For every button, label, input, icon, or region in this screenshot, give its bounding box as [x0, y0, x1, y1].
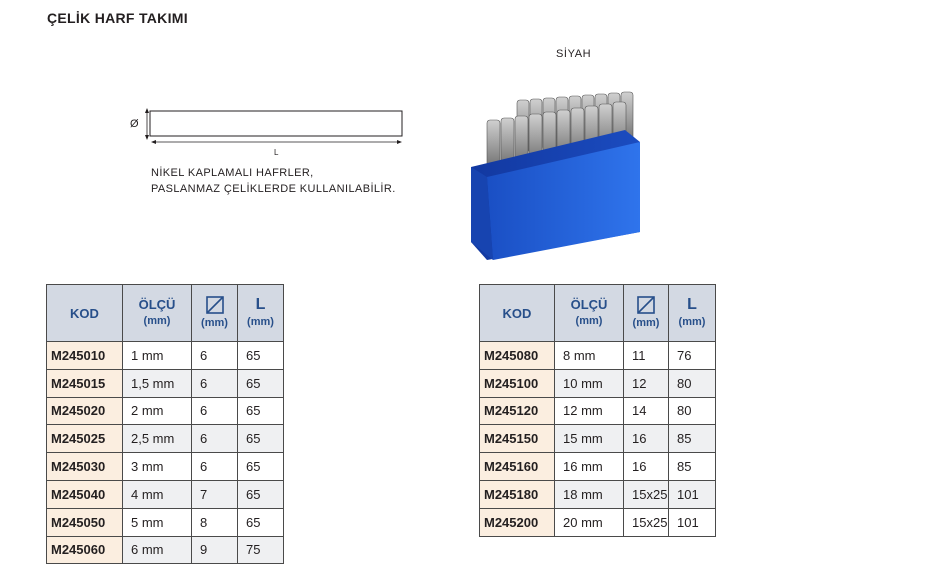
length-header: L (mm) — [238, 285, 284, 342]
table-cell: 76 — [669, 342, 716, 370]
description-line: PASLANMAZ ÇELİKLERDE KULLANILABİLİR. — [151, 183, 396, 195]
spec-table-left — [46, 284, 284, 564]
table-cell: 65 — [238, 508, 284, 536]
table-cell: 65 — [238, 453, 284, 481]
table-cell: 6 mm — [123, 536, 192, 564]
table-row — [47, 369, 284, 397]
table-cell: 2,5 mm — [123, 425, 192, 453]
table-cell: 65 — [238, 397, 284, 425]
table-cell: 6 — [192, 369, 238, 397]
kod-cell: M245200 — [480, 508, 555, 536]
table-row — [480, 508, 716, 536]
product-image — [465, 82, 650, 267]
table-row — [480, 480, 716, 508]
table-cell: 12 — [624, 369, 669, 397]
table-row — [47, 397, 284, 425]
table-row — [480, 453, 716, 481]
table-cell: 15x25 — [624, 480, 669, 508]
diameter-icon — [205, 295, 225, 315]
table-cell: 4 mm — [123, 480, 192, 508]
table-cell: 8 — [192, 508, 238, 536]
diameter-icon — [636, 295, 656, 315]
table-row — [47, 425, 284, 453]
kod-cell: M245150 — [480, 425, 555, 453]
table-row — [47, 480, 284, 508]
kod-cell: M245160 — [480, 453, 555, 481]
table-cell: 1 mm — [123, 342, 192, 370]
table-cell: 101 — [669, 508, 716, 536]
kod-cell: M245040 — [47, 480, 123, 508]
spec-table-right — [479, 284, 716, 537]
table-row — [480, 425, 716, 453]
olcu-header: ÖLÇÜ (mm) — [555, 285, 624, 342]
table-cell: 14 — [624, 397, 669, 425]
table-cell: 16 — [624, 453, 669, 481]
table-cell: 8 mm — [555, 342, 624, 370]
table-cell: 16 mm — [555, 453, 624, 481]
table-cell: 11 — [624, 342, 669, 370]
table-cell: 65 — [238, 369, 284, 397]
color-label: SİYAH — [556, 48, 592, 60]
kod-cell: M245120 — [480, 397, 555, 425]
table-cell: 5 mm — [123, 508, 192, 536]
kod-cell: M245080 — [480, 342, 555, 370]
table-row — [480, 397, 716, 425]
table-row — [47, 536, 284, 564]
table-cell: 101 — [669, 480, 716, 508]
diameter-symbol: Ø — [130, 118, 139, 130]
table-cell: 6 — [192, 342, 238, 370]
table-row — [47, 453, 284, 481]
page-title: ÇELİK HARF TAKIMI — [47, 10, 188, 26]
table-cell: 3 mm — [123, 453, 192, 481]
table-cell: 6 — [192, 425, 238, 453]
table-cell: 80 — [669, 369, 716, 397]
table-cell: 85 — [669, 453, 716, 481]
table-cell: 75 — [238, 536, 284, 564]
length-symbol: L — [274, 148, 279, 157]
table-row — [480, 342, 716, 370]
description — [151, 165, 396, 197]
table-cell: 15x25 — [624, 508, 669, 536]
table-cell: 16 — [624, 425, 669, 453]
table-row — [47, 342, 284, 370]
table-cell: 6 — [192, 453, 238, 481]
table-cell: 2 mm — [123, 397, 192, 425]
diameter-header: (mm) — [192, 285, 238, 342]
table-cell: 1,5 mm — [123, 369, 192, 397]
table-cell: 10 mm — [555, 369, 624, 397]
table-cell: 85 — [669, 425, 716, 453]
kod-cell: M245100 — [480, 369, 555, 397]
olcu-header: ÖLÇÜ (mm) — [123, 285, 192, 342]
table-row — [480, 369, 716, 397]
table-cell: 7 — [192, 480, 238, 508]
kod-cell: M245060 — [47, 536, 123, 564]
table-cell: 65 — [238, 342, 284, 370]
kod-cell: M245180 — [480, 480, 555, 508]
length-header: L (mm) — [669, 285, 716, 342]
kod-cell: M245030 — [47, 453, 123, 481]
table-cell: 15 mm — [555, 425, 624, 453]
table-cell: 65 — [238, 480, 284, 508]
kod-header: KOD — [480, 285, 555, 342]
diameter-header: (mm) — [624, 285, 669, 342]
kod-cell: M245010 — [47, 342, 123, 370]
kod-cell: M245050 — [47, 508, 123, 536]
dimension-diagram — [128, 104, 408, 160]
table-cell: 12 mm — [555, 397, 624, 425]
kod-header: KOD — [47, 285, 123, 342]
kod-cell: M245020 — [47, 397, 123, 425]
kod-cell: M245025 — [47, 425, 123, 453]
table-cell: 80 — [669, 397, 716, 425]
table-cell: 65 — [238, 425, 284, 453]
description-line: NİKEL KAPLAMALI HAFRLER, — [151, 167, 314, 179]
kod-cell: M245015 — [47, 369, 123, 397]
table-cell: 9 — [192, 536, 238, 564]
table-cell: 6 — [192, 397, 238, 425]
table-cell: 20 mm — [555, 508, 624, 536]
table-row — [47, 508, 284, 536]
table-cell: 18 mm — [555, 480, 624, 508]
